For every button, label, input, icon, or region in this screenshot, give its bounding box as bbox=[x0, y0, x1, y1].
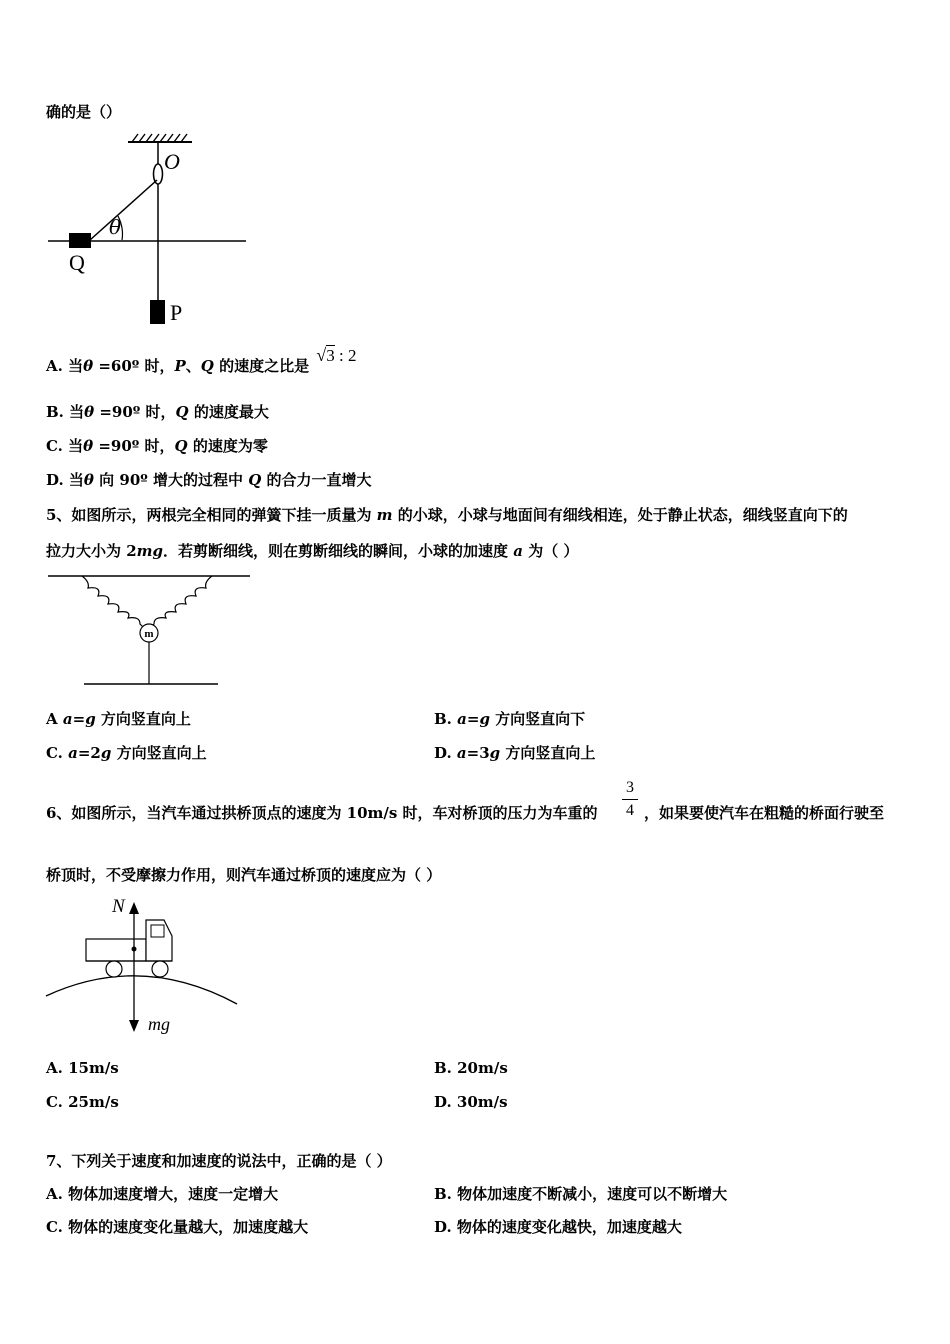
sqrt-sign: √ bbox=[316, 345, 327, 365]
q4-pulley-figure bbox=[44, 128, 254, 328]
label-theta: θ bbox=[109, 215, 122, 239]
label-mg: mg bbox=[148, 1014, 170, 1034]
sqrt-ratio: √3 : 2 bbox=[316, 345, 357, 365]
label-p: P bbox=[170, 300, 183, 325]
q7-option-a[interactable]: A. 物体加速度增大，速度一定增大 bbox=[46, 1185, 279, 1203]
q5-option-b[interactable]: B. a=g 方向竖直向下 bbox=[434, 710, 586, 728]
q6-option-d[interactable]: D. 30m/s bbox=[434, 1093, 508, 1111]
q6-bridge-figure bbox=[44, 892, 244, 1040]
q4-option-d[interactable]: D. 当θ 向 90º 增大的过程中 Q 的合力一直增大 bbox=[46, 471, 372, 489]
q4-option-c[interactable]: C. 当θ =90º 时，Q 的速度为零 bbox=[46, 437, 268, 455]
q7-option-b[interactable]: B. 物体加速度不断减小，速度可以不断增大 bbox=[434, 1185, 728, 1203]
q5-stem-line2: 拉力大小为 2mg．若剪断细线，则在剪断细线的瞬间，小球的加速度 a 为（ ） bbox=[46, 542, 579, 560]
fraction-numerator: 3 bbox=[626, 779, 634, 796]
q7-stem: 7、下列关于速度和加速度的说法中，正确的是（ ） bbox=[46, 1152, 392, 1170]
q5-spring-figure bbox=[44, 572, 254, 690]
q6-stem-line1a: 6、如图所示，当汽车通过拱桥顶点的速度为 10m/s 时，车对桥顶的压力为车重的 bbox=[46, 804, 598, 822]
q6-option-c[interactable]: C. 25m/s bbox=[46, 1093, 119, 1111]
q7-option-c[interactable]: C. 物体的速度变化量越大，加速度越大 bbox=[46, 1218, 309, 1236]
q6-option-b[interactable]: B. 20m/s bbox=[434, 1059, 508, 1077]
q6-stem-line1b: ，如果要使汽车在粗糙的桥面行驶至 bbox=[644, 804, 885, 822]
ball-label: m bbox=[144, 628, 154, 640]
q6-option-a[interactable]: A. 15m/s bbox=[46, 1059, 119, 1077]
q5-option-d[interactable]: D. a=3g 方向竖直向上 bbox=[434, 744, 596, 762]
q5-option-a[interactable]: A a=g 方向竖直向上 bbox=[46, 710, 191, 728]
label-n: N bbox=[112, 896, 125, 917]
q4-stem-tail: 确的是（） bbox=[46, 103, 122, 121]
fraction-denominator: 4 bbox=[626, 802, 634, 819]
q6-fraction bbox=[620, 778, 640, 821]
fraction-bar bbox=[622, 799, 638, 800]
q7-option-d[interactable]: D. 物体的速度变化越快，加速度越大 bbox=[434, 1218, 682, 1236]
q4-option-b[interactable]: B. 当θ =90º 时，Q 的速度最大 bbox=[46, 403, 269, 421]
q5-stem-line1: 5、如图所示，两根完全相同的弹簧下挂一质量为 m 的小球，小球与地面间有细线相连，处于静止状态，细线竖直向下的 bbox=[46, 506, 848, 524]
q6-stem-line2: 桥顶时，不受摩擦力作用，则汽车通过桥顶的速度应为（ ） bbox=[46, 866, 442, 884]
label-q: Q bbox=[69, 250, 85, 275]
q5-option-c[interactable]: C. a=2g 方向竖直向上 bbox=[46, 744, 207, 762]
q4-option-a[interactable]: A. 当θ =60º 时，P、Q 的速度之比是 √3 : 2 bbox=[46, 345, 357, 375]
label-o: O bbox=[164, 149, 180, 174]
